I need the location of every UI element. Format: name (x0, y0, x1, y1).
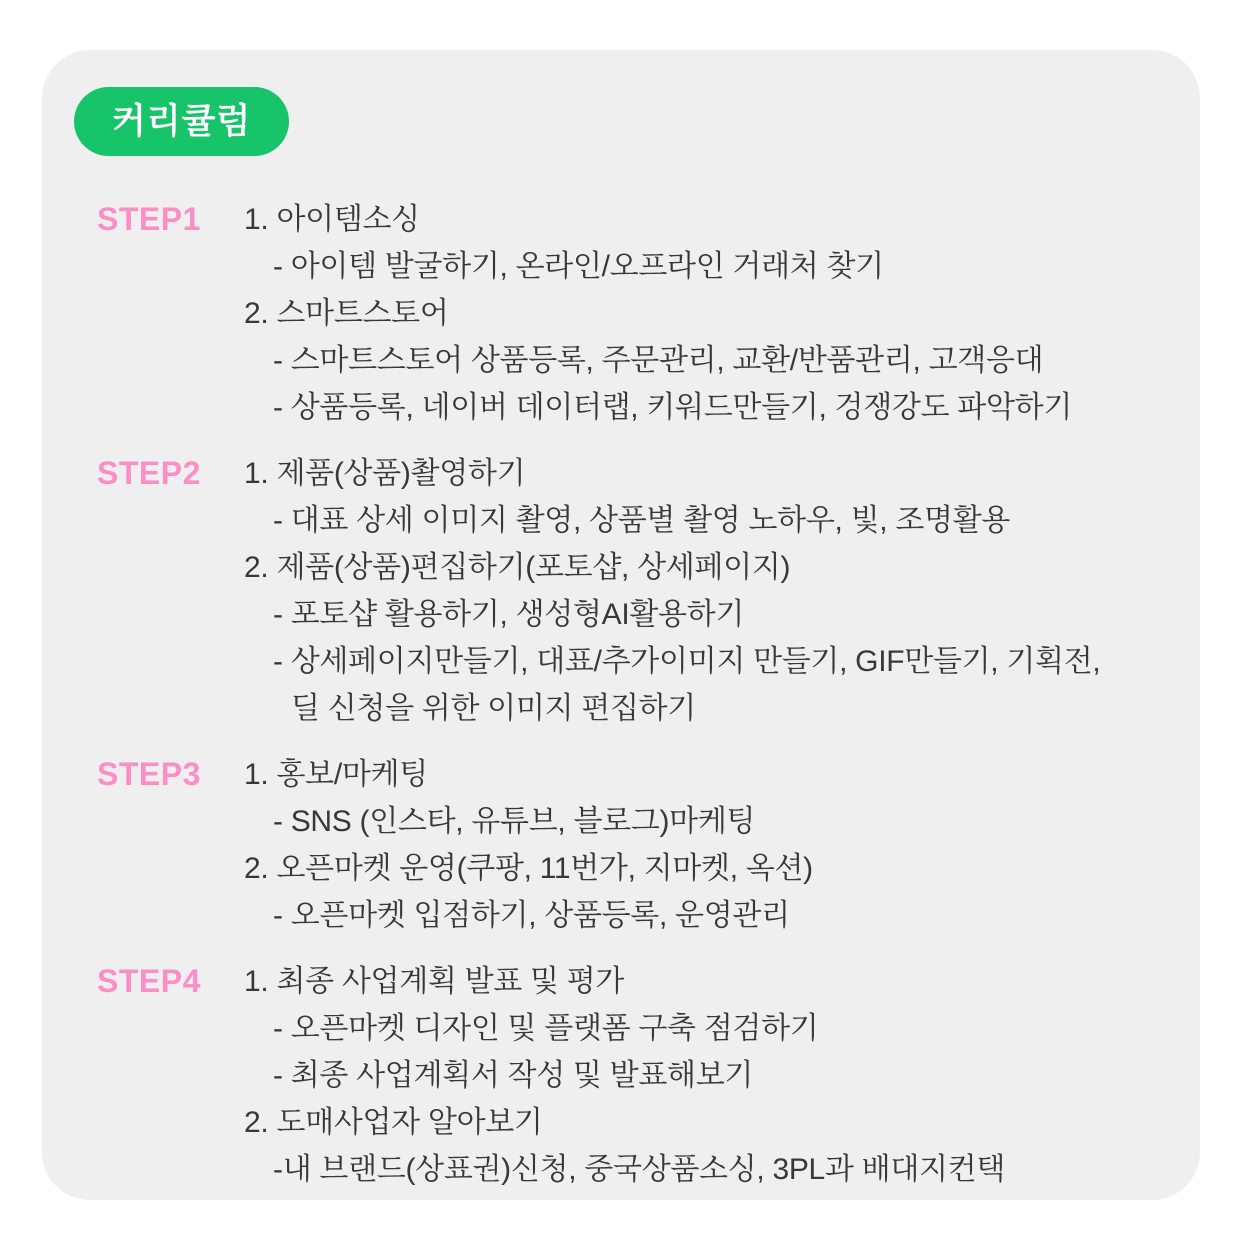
step-row-4 (97, 958, 1172, 1193)
curriculum-line: - 포토샵 활용하기, 생성형AI활용하기 (273, 598, 745, 631)
step-content (244, 196, 1072, 431)
curriculum-line: - 아이템 발굴하기, 온라인/오프라인 거래처 찾기 (273, 250, 884, 283)
step-label: STEP3 (97, 756, 201, 792)
curriculum-line: - 오픈마켓 입점하기, 상품등록, 운영관리 (273, 899, 790, 932)
curriculum-line: 2. 제품(상품)편집하기(포토샵, 상세페이지) (244, 551, 791, 584)
curriculum-line: - 상세페이지만들기, 대표/추가이미지 만들기, GIF만들기, 기획전, (273, 645, 1101, 678)
curriculum-line: - 상품등록, 네이버 데이터랩, 키워드만들기, 겅쟁강도 파악하기 (273, 391, 1073, 424)
curriculum-card (42, 50, 1200, 1200)
curriculum-line: 1. 최종 사업계획 발표 및 평가 (244, 965, 625, 998)
step-content (244, 751, 813, 939)
step-content (244, 958, 1005, 1193)
curriculum-line: 1. 아이템소싱 (244, 203, 420, 236)
step-row-3 (97, 751, 1172, 939)
step-label: STEP4 (97, 963, 201, 999)
curriculum-line: -내 브랜드(상표권)신청, 중국상품소싱, 3PL과 배대지컨택 (273, 1153, 1006, 1186)
curriculum-line: 딜 신청을 위한 이미지 편집하기 (291, 692, 696, 725)
step-row-2 (97, 450, 1172, 732)
curriculum-badge (74, 87, 289, 156)
curriculum-line: - SNS (인스타, 유튜브, 블로그)마케팅 (273, 805, 756, 838)
curriculum-line: - 스마트스토어 상품등록, 주문관리, 교환/반품관리, 고객응대 (273, 344, 1044, 377)
curriculum-badge-label: 커리큘럼 (112, 102, 252, 141)
curriculum-line: - 최종 사업계획서 작성 및 발표해보기 (273, 1059, 754, 1092)
curriculum-line: - 대표 상세 이미지 촬영, 상품별 촬영 노하우, 빛, 조명활용 (273, 504, 1011, 537)
step-content (244, 450, 1100, 732)
curriculum-line: 2. 오픈마켓 운영(쿠팡, 11번가, 지마켓, 옥션) (244, 852, 813, 885)
step-row-1 (97, 196, 1172, 431)
steps-list (97, 196, 1172, 1193)
curriculum-line: 1. 제품(상품)촬영하기 (244, 457, 526, 490)
curriculum-line: 2. 스마트스토어 (244, 297, 449, 330)
curriculum-line: - 오픈마켓 디자인 및 플랫폼 구축 점검하기 (273, 1012, 819, 1045)
step-label: STEP2 (97, 455, 201, 491)
step-label: STEP1 (97, 201, 201, 237)
curriculum-line: 1. 홍보/마케팅 (244, 758, 428, 791)
curriculum-line: 2. 도매사업자 알아보기 (244, 1106, 543, 1139)
